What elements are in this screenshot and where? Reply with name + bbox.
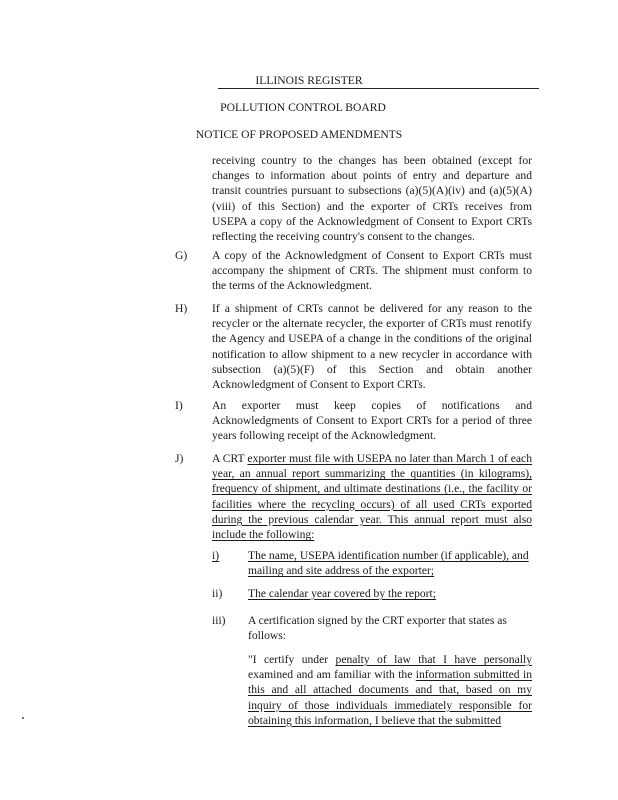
quote-plain-a: "I certify under (248, 653, 336, 666)
item-text-j-plain: A CRT (212, 452, 248, 465)
quote-plain-b: examined and am familiar with the (248, 668, 416, 682)
item-text-h: If a shipment of CRTs cannot be delivered for any reason to the recycler or the alternate recycler, the exporter of CRTs must renotify the Agency and USEPA of a change in the conditions of the original notification to allow shipment to a new recycler in accordance with subsection (a)(5)(F) of this Section and obtain another Acknowledgment of Consent to Export CRTs. (212, 302, 532, 392)
subitem-text-i: The name, USEPA identification number (if applicable), and mailing and site address of the exporter; (248, 549, 529, 578)
register-title: ILLINOIS REGISTER (255, 74, 363, 87)
scan-speck (22, 717, 24, 719)
item-label-j: J) (175, 452, 184, 465)
certification-quote (248, 652, 532, 728)
header-rule (218, 88, 539, 89)
subitem-label-i: i) (212, 549, 220, 562)
board-title: POLLUTION CONTROL BOARD (220, 101, 386, 114)
quote-inserted-a: penalty of law that I have personally (335, 653, 532, 666)
subitem-text-ii: The calendar year covered by the report; (248, 587, 436, 600)
item-label-i: I) (175, 399, 183, 412)
item-text-j (212, 451, 532, 542)
subitem-label-iii: iii) (212, 614, 226, 627)
notice-title: NOTICE OF PROPOSED AMENDMENTS (195, 128, 403, 141)
item-text-g: A copy of the Acknowledgment of Consent to Export CRTs must accompany the shipment of CRTs. The shipment must conform to the terms of the Acknowledgment. (212, 249, 532, 293)
item-text-j-inserted: exporter must file with USEPA no later than March 1 of each year, an annual report summarizing the quantities (in kilograms), frequency of shipment, and ultimate destinations (i.e., the facility or facilities where the recycling occurs) of all used CRTs exported during the previous calendar year. This annual report must also include the following: (212, 452, 533, 542)
subitem-label-ii: ii) (212, 587, 223, 600)
subitem-text-iii: A certification signed by the CRT exporter that states as follows: (248, 614, 507, 643)
quote-inserted-b: information submitted in this and all attached documents and that, based on my inquiry of those individuals immediately responsible for obtaining this information, I believe that the submitted (248, 668, 532, 727)
item-label-h: H) (175, 302, 188, 315)
item-text-i: An exporter must keep copies of notifications and Acknowledgments of Consent to Export CRTs for a period of three years following receipt of the Acknowledgment. (212, 399, 532, 443)
continued-paragraph: receiving country to the changes has been obtained (except for changes to information about points of entry and departure and transit countries pursuant to subsections (a)(5)(A)(iv) and (a)(5)(A)(viii) of this Section) and the exporter of CRTs receives from USEPA a copy of the Acknowledgment of Consent to Export CRTs reflecting the receiving country's consent to the changes. (212, 154, 532, 244)
item-label-g: G) (175, 249, 188, 262)
